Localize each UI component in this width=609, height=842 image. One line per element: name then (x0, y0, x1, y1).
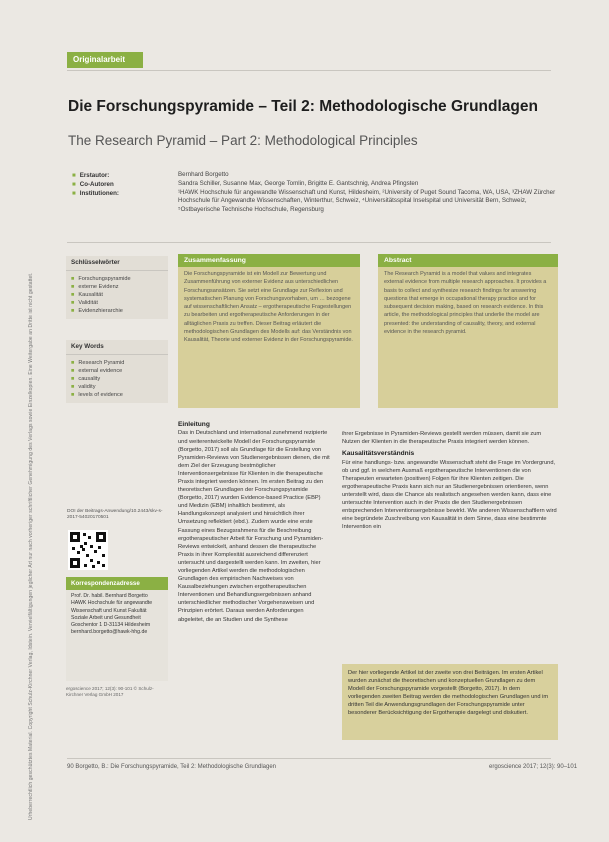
abstract-heading: Abstract (378, 254, 558, 267)
meta-label-coauthors: ■ Co-Autoren (72, 181, 114, 188)
section-text-einleitung: Das in Deutschland und international zunehmend rezipierte und weiterentwickelte Modell der Forschungspyramide (Borgetto, 2017) soll als Grundlage für die Erstellung von Pyramiden-Reviews von Studienergebnissen dienen, die mit dem Ziel der Erzeugung bestmöglicher Interventionsergebnisse für Klienten in die therapeutische Praxis integriert werden können. Im ersten Beitrag zu den theoretischen Grundlagen der Forschungspyramide (Borgetto, 2017) wurden Evidence-based Practice (EBP) und Medizin (EBM) inhaltlich bestimmt, als Handlungskonzept analysiert und hinsichtlich ihrer Umsetzung reflektiert (ebd.). Zudem wurde eine erste Fassung eines Bezugsrahmens für die Beschreibung ergotherapeutischer Arbeit für Forschung und Pyramiden-Reviews entwickelt, anhand dessen die therapeutische Praxis in ihrer Komplexität ausreichend differenziert untersucht und dargestellt werden kann. Im zweiten, hier vorliegenden Artikel werden die methodologischen Grundlagen des empirischen Nachweises von Kausalbeziehungen zwischen ergotherapeutischen Interventionen und Behandlungsergebnissen anhand unterschiedlicher methodischer Vorgehensweisen und Prinzipien erörtert. Daraus werden Anforderungen abgeleitet, die an Studien und die Synthese (178, 430, 330, 623)
keyword-de-item: ■ externe Evidenz (71, 284, 119, 290)
keyword-de-item: ■ Evidenzhierarchie (71, 308, 123, 314)
article-type-badge: Originalarbeit (67, 52, 143, 68)
column-right (342, 430, 558, 531)
meta-institutions: ¹HAWK Hochschule für angewandte Wissenschaft und Kunst, Hildesheim, ²University of Puget Sound Tacoma, WA, USA, ³ZHAW Zürcher Hochschule für Angewandte Wissenschaften, Winterthur, Schweiz, ⁴Universitätsspital Inselspital und Universität Bern, Schweiz, ⁵Ostbayerische Technische Hochschule, Regensburg (178, 189, 556, 213)
keyword-en-item: ■ causality (71, 376, 101, 382)
article-title: Die Forschungspyramide – Teil 2: Methodologische Grundlagen (68, 98, 538, 115)
zusammenfassung-box (178, 254, 360, 408)
keywords-en-heading: Key Words (66, 340, 168, 355)
keywords-de-heading: Schlüsselwörter (66, 256, 168, 271)
meta-author: Bernhard Borgetto (178, 171, 229, 178)
keywords-en-box (66, 340, 168, 403)
zusammenfassung-text: Die Forschungspyramide ist ein Modell zur Bewertung und Zusammenführung von externer Evidenz aus unterschiedlichen Forschungsansätzen. Sie setzt eine Grundlage zur Reflexion und systematischen Planung von Forschungsvorhaben, um … bezogene auf wissenschaftlichen Ansatz – ergotherapeutische Fragestellungen zu bearbeiten und ergotherapeutische Anforderungen in der alltäglichen Praxis zu treffen. Dieser Beitrag erläutert die methodologischen Grundlagen des Modells auf: das Verständnis von Kausalität, Theorie und externer Evidenz in der Forschungspyramide. (184, 271, 353, 344)
keyword-de-item: ■ Validität (71, 300, 98, 306)
keyword-en-item: ■ validity (71, 384, 96, 390)
section-heading-kausalitaet: Kausalitätsverständnis (342, 450, 415, 458)
citation-note: ergoscience 2017; 12(3): 90-101 © Schulz-Kirchner Verlag GmbH 2017 (66, 686, 154, 697)
abstract-text: The Research Pyramid is a model that values and integrates external evidence from multiple research approaches. It provides a basis to collect and synthesize research findings for answering questions that emerge in occupational therapy practice and for subsequent decision making, based on research evidence. In this article, the methodological principles that underlie the model are presented: the understanding of causality, theory, and external evidence in the research pyramid. (384, 271, 547, 336)
section-text-continued: ihrer Ergebnisse in Pyramiden-Reviews gestellt werden müssen, damit sie zum Nutzen der Klienten in die therapeutische Praxis integriert werden können. (342, 431, 542, 446)
meta-rule (67, 242, 551, 243)
meta-coauthors: Sandra Schiller, Susanne Max, George Tomlin, Brigitte E. Gantschnig, Andrea Pfingsten (178, 180, 419, 187)
column-left (178, 421, 330, 624)
header-rule (67, 70, 551, 71)
footer-right: ergoscience 2017; 12(3): 90–101 (489, 764, 578, 770)
footer-rule (67, 758, 551, 759)
keyword-en-item: ■ Research Pyramid (71, 360, 125, 366)
copyright-side-note: Urheberrechtlich geschütztes Material. Copyright Schulz-Kirchner Verlag, Idstein. Vervielfältigungen jeglicher Art nur nach vorheriger schriftlicher Genehmigung des Verlags sowie Einzelkopien. Eine Weitergabe an Dritte ist nicht gestattet. (28, 272, 34, 820)
zusammenfassung-heading: Zusammenfassung (178, 254, 360, 267)
abstract-box (378, 254, 558, 408)
footer-left: 90 Borgetto, B.: Die Forschungspyramide, Teil 2: Methodologische Grundlagen (67, 764, 277, 770)
keyword-de-item: ■ Forschungspyramide (71, 276, 131, 282)
meta-label-institutions: ■ Institutionen: (72, 190, 119, 197)
contact-box (66, 577, 168, 681)
contact-text: Prof. Dr. habil. Bernhard Borgetto HAWK Hochschule für angewandte Wissenschaft und Kunst Fakultät Soziale Arbeit und Gesundheit Goschentor 1 D-31134 Hildesheim bernhard.borgetto@hawk-hhg.de (71, 593, 153, 636)
keyword-de-item: ■ Kausalität (71, 292, 103, 298)
meta-label-author: ■ Erstautor: (72, 172, 110, 179)
contact-heading: Korrespondenzadresse (66, 577, 168, 590)
qr-code-icon (68, 530, 108, 570)
keywords-de-box (66, 256, 168, 319)
doi-text[interactable]: DOI der Beitrags-Anwendung/10.2443/skv-s-2017-54020170501 (67, 509, 163, 521)
info-box: Der hier vorliegende Artikel ist der zweite von drei Beiträgen. Im ersten Artikel wurden zunächst die theoretischen und konzeptuellen Grundlagen zu dem Modell der Forschungspyramide vorgestellt (Borgetto, 2017). In dem vorliegenden zweiten Beitrag werden die methodologischen Grundlagen und im dritten Teil die Anwendungsgrundlagen der Forschungspyramide unter besonderer Berücksichtigung der Ergotherapie dargelegt und diskutiert. (342, 664, 558, 740)
keyword-en-item: ■ external evidence (71, 368, 123, 374)
section-text-kausalitaet: Für eine handlungs- bzw. angewandte Wissenschaft steht die Frage im Vordergrund, ob und ggf. in welchem Ausmaß ergotherapeutische Interventionen die von Therapeuten erwarteten (positiven) Folgen für ihre Klienten zeitigen. Die ergotherapeutische Praxis kann sich nur an Studienergebnissen orientieren, wenn unterstellt wird, dass die Chance als realistisch angesehen werden kann, dass eine untersuchte Intervention auch in der Praxis die den Studienergebnissen entsprechenden Interventionsergebnisse bewirkt. Wie anderen Wissenschaftlern wird eine begründete Zuschreibung von Kausalität in dem Sinne, dass eine bestimmte Intervention ein (342, 459, 557, 531)
keyword-en-item: ■ levels of evidence (71, 392, 123, 398)
article-subtitle: The Research Pyramid – Part 2: Methodological Principles (68, 133, 418, 148)
section-heading-einleitung: Einleitung (178, 421, 210, 428)
